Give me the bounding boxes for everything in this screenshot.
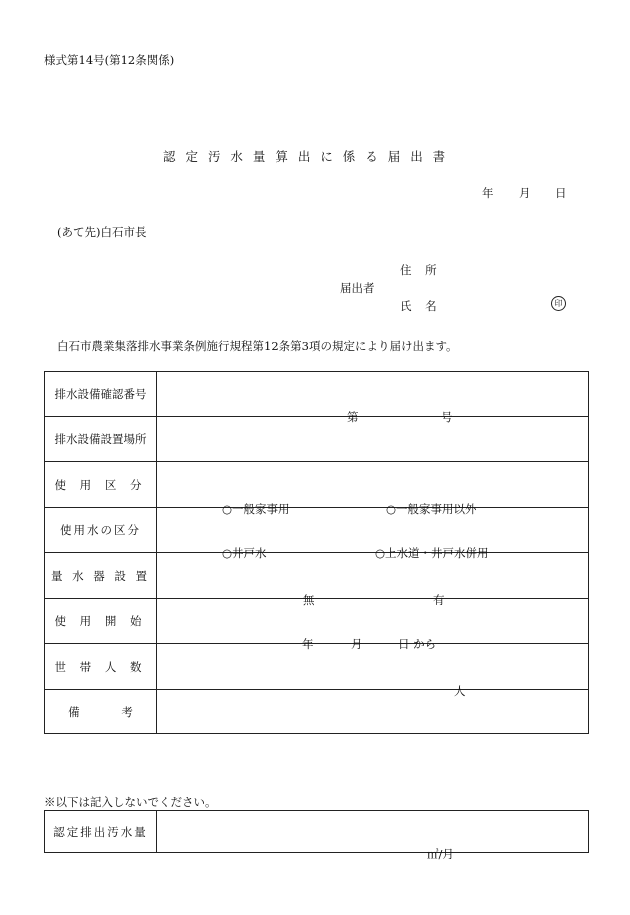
option-well-water[interactable]: ○井戸水 (222, 546, 267, 560)
document-title: 認 定 汚 水 量 算 出 に 係 る 届 出 書 (163, 149, 449, 164)
field-remarks[interactable] (157, 690, 589, 734)
label-confirmation-number: 排水設備確認番号 (45, 372, 157, 417)
form-number: 様式第14号(第12条関係) (44, 53, 175, 67)
field-start-of-use[interactable] (157, 599, 589, 651)
start-year: 年 (302, 637, 314, 651)
option-household-use[interactable]: ○一般家事用 (222, 501, 290, 516)
application-table (44, 371, 589, 734)
addressee: (あて先)白石市長 (57, 225, 147, 239)
label-usage-category: 使 用 区 分 (45, 462, 157, 508)
number-suffix: 号 (441, 410, 453, 424)
start-month: 月 (351, 637, 363, 651)
address-label: 住 所 (400, 263, 442, 277)
option-meter-present[interactable]: 有 (433, 592, 445, 607)
intro-text: 白石市農業集落排水事業条例施行規程第12条第3項の規定により届け出ます。 (57, 339, 458, 353)
label-water-source: 使用水の区分 (45, 508, 157, 553)
persons-unit: 人 (454, 683, 466, 698)
field-household-size[interactable] (157, 644, 589, 698)
field-installation-location[interactable] (157, 417, 589, 462)
seal-mark: 印 (551, 296, 566, 311)
label-certified-wastewater: 認定排出汚水量 (45, 811, 157, 853)
volume-unit: ㎥/月 (427, 846, 454, 861)
label-household-size: 世 帯 人 数 (45, 644, 157, 690)
applicant-label: 届出者 (340, 281, 375, 295)
date-day: 日 (555, 186, 567, 200)
field-usage-category (157, 462, 589, 516)
start-day-from: 日 から (398, 637, 437, 651)
option-non-household-use[interactable]: ○一般家事用以外 (386, 501, 477, 516)
office-use-table (44, 810, 589, 861)
option-meter-none[interactable]: 無 (303, 592, 315, 607)
field-certified-wastewater (157, 811, 589, 861)
date-year: 年 (482, 186, 494, 200)
office-use-note: ※以下は記入しないでください。 (44, 795, 217, 809)
number-prefix: 第 (347, 410, 359, 424)
label-start-of-use: 使 用 開 始 (45, 599, 157, 644)
field-confirmation-number[interactable] (157, 372, 589, 424)
label-water-meter: 量 水 器 設 置 (45, 553, 157, 599)
name-label: 氏 名 (400, 299, 442, 313)
label-remarks: 備 考 (45, 690, 157, 734)
option-tap-and-well-water[interactable]: ○上水道・井戸水併用 (375, 546, 489, 560)
date-month: 月 (519, 186, 531, 200)
label-installation-location: 排水設備設置場所 (45, 417, 157, 462)
